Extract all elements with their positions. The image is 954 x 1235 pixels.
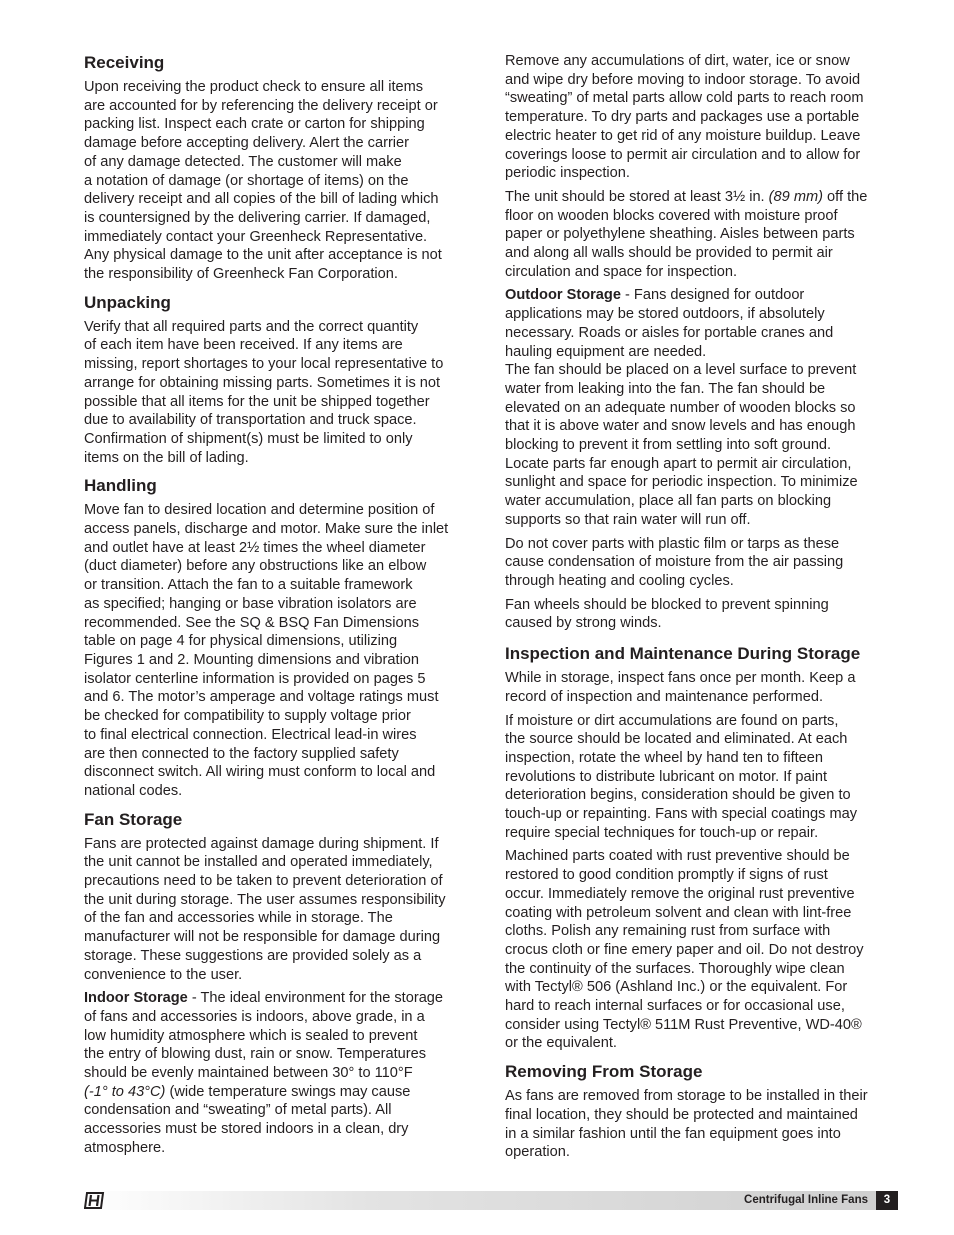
storage-height-text-2: off the floor on wooden blocks covered with moisture proof paper or polyethylene sheathing. Aisles between parts and along all walls should be provided to permit air circulation and space for inspection. — [505, 188, 868, 280]
inspection-paragraph-2: If moisture or dirt accumulations are found on parts, the source should be located and eliminated. At each inspection, rotate the wheel by hand ten to fifteen revolutions to distribute lubricant on motor. If paint deterioration begins, consideration should be given to touch-up or repainting. Fans with special coatings may require special techniques for touch-up or repair. — [505, 712, 858, 841]
footer-document-title: Centrifugal Inline Fans — [744, 1194, 868, 1206]
inspection-paragraph-1: While in storage, inspect fans once per month. Keep a record of inspection and maintenance performed. — [505, 670, 856, 705]
unpacking-body: Verify that all required parts and the correct quantity of each item have been received. If any items are missing, report shortages to your local representative to arrange for obtaining missing parts. Sometimes it is not possible that all items for the unit be shipped together due to availability of transportation and truck space. Confirmation of shipment(s) must be limited to only items on the bill of lading. — [84, 318, 444, 466]
handling-body: Move fan to desired location and determine position of access panels, discharge and motor. Make sure the inlet and outlet have at least 2½ times the wheel diameter (duct diameter) before any obstructions like an elbow or transition. Attach the fan to a suitable framework as specified; hanging or base vibration isolators are recommended. See the SQ & BSQ Fan Dimensions table on page 4 for physical dimensions, utilizing Figures 1 and 2. Mounting dimensions and vibration isolator centerline information is provided on pages 5 and 6. The motor’s amperage and voltage ratings must be checked for compatibility to supply voltage prior to final electrical connection. Electrical lead-in wires are then connected to the factory supplied safety disconnect switch. All wiring must conform to local and national codes. — [84, 502, 449, 799]
removing-body: As fans are removed from storage to be installed in their final location, they should be protected and maintained in a similar fashion until the fan equipment goes into operation. — [505, 1088, 868, 1161]
fan-wheels-paragraph: Fan wheels should be blocked to prevent spinning caused by strong winds. — [505, 596, 829, 632]
receiving-section — [84, 52, 478, 284]
indoor-storage-text-2: (wide temperature swings may cause condensation and “sweating” of metal parts). All accessories must be stored indoors in a clean, dry atmosphere. — [84, 1083, 411, 1156]
outdoor-storage-paragraph — [505, 286, 901, 529]
fan-storage-heading: Fan Storage — [84, 809, 183, 829]
greenheck-logo-icon — [84, 1191, 106, 1210]
cover-parts-paragraph: Do not cover parts with plastic film or tarps as these cause condensation of moisture from the air passing through heating and cooling cycles. — [505, 535, 844, 589]
indoor-storage-temp-celsius: (-1° to 43°C) — [84, 1083, 166, 1100]
storage-height-text-1: The unit should be stored at least 3½ in. — [505, 188, 769, 205]
page-footer — [84, 1191, 898, 1210]
handling-section — [84, 475, 478, 800]
inspection-heading: Inspection and Maintenance During Storage — [505, 644, 861, 664]
indoor-storage-label: Indoor Storage — [84, 990, 188, 1007]
fan-storage-section — [84, 809, 478, 1158]
fan-storage-body: Fans are protected against damage during shipment. If the unit cannot be installed and operated immediately, precautions need to be taken to prevent deterioration of the unit during storage. The user assumes responsibility of the fan and accessories while in storage. The manufacturer will not be responsible for damage during storage. These suggestions are provided solely as a convenience to the user. — [84, 835, 446, 983]
receiving-heading: Receiving — [84, 53, 165, 72]
indoor-storage-text-1: - The ideal environment for the storage of fans and accessories is indoors, above grade, in a low humidity atmosphere which is sealed to prevent the entry of blowing dust, rain or snow. Temperatures should be evenly maintained between 30° to 110°F — [84, 990, 444, 1082]
inspection-paragraph-3: Machined parts coated with rust preventive should be restored to good condition promptly if signs of rust occur. Immediately remove the original rust preventive coating with petroleum solvent and clean with lint-free cloths. Polish any remaining rust from surface with crocus cloth or fine emery paper and oil. Do not destroy the continuity of the surfaces. Thoroughly wipe clean with Tectyl® 506 (Ashland Inc.) or the equivalent. For hard to reach internal surfaces or for occasional use, consider using Tectyl® 511M Rust Preventive, WD-40® or the equivalent. — [505, 848, 864, 1052]
outdoor-storage-text: - Fans designed for outdoor applications may be stored outdoors, if absolutely necessary. Roads or aisles for portable cranes and hauling equipment are needed. The fan should be placed on a level surface to prevent water from leaking into the fan. The fan should be elevated on an adequate number of wooden blocks so that it is above water and snow levels and has enough blocking to prevent it from settling into soft ground. Locate parts far enough apart to permit air circulation, sunlight and space for periodic inspection. To minimize water accumulation, place all fan parts on blocking supports so that rain water will run off. — [505, 287, 858, 528]
receiving-body: Upon receiving the product check to ensure all items are accounted for by referencing the delivery receipt or packing list. Inspect each crate or carton for shipping damage before accepting delivery. Alert the carrier of any damage detected. The customer will make a notation of damage (or shortage of items) on the delivery receipt and all copies of the bill of lading which is countersigned by the delivering carrier. If damaged, immediately contact your Greenheck Representative. Any physical damage to the unit after acceptance is not the responsibility of Greenheck Fan Corporation. — [84, 79, 442, 283]
page-number: 3 — [876, 1191, 898, 1210]
indoor-storage-paragraph — [84, 989, 478, 1157]
removing-heading: Removing From Storage — [505, 1062, 703, 1082]
left-column — [84, 52, 478, 1166]
outdoor-storage-label: Outdoor Storage — [505, 287, 621, 304]
handling-heading: Handling — [84, 476, 157, 496]
unpacking-section — [84, 292, 478, 468]
storage-continued-paragraph-1: Remove any accumulations of dirt, water, ice or snow and wipe dry before moving to indoor storage. To avoid “sweating” of metal parts allow cold parts to reach room temperature. To dry parts and packages use a portable electric heater to get rid of any moisture buildup. Leave coverings loose to permit air circulation and to allow for periodic inspection. — [505, 53, 864, 182]
unpacking-heading: Unpacking — [84, 292, 171, 312]
right-column — [505, 52, 901, 1170]
storage-height-metric: (89 mm) — [768, 188, 823, 205]
inspection-section — [505, 643, 901, 1053]
storage-continued-paragraph-2 — [505, 188, 901, 282]
removing-section — [505, 1061, 901, 1162]
